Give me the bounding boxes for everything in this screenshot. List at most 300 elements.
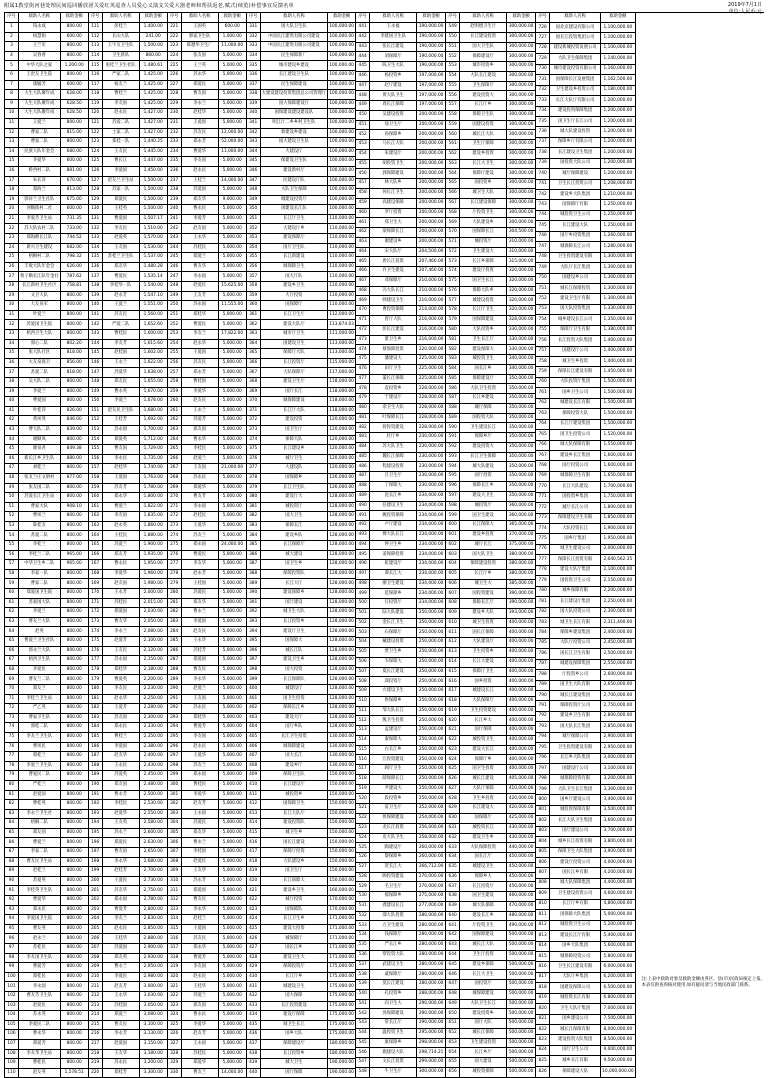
cell-seq: 435 [247,1020,261,1030]
cell-recipient-name: 李永民 [102,454,139,464]
cell-amount: 2,800,000.00 [601,711,635,721]
table-row [168,99,247,109]
cell-recipient-name: 保障大队乡 [460,286,507,296]
cell-seq: 46 [5,454,19,464]
cell-amount: 175,000.00 [328,1020,356,1030]
cell-recipient-name: 长江大队厅 [260,809,327,819]
table-row [168,771,247,781]
table-row [247,742,356,752]
cell-amount: 280,000.00 [417,921,446,931]
cell-recipient-name: 厅投资乡公司 [550,670,601,680]
table-row [5,195,88,205]
cell-recipient-name: 曹爱民 [181,550,218,560]
cell-seq: 169 [89,579,103,589]
cell-recipient-name: 马长江大队 [370,140,417,150]
table-row [536,127,635,137]
cell-seq: 13 [5,138,19,148]
cell-amount: 300,000.00 [507,91,536,101]
cell-amount: 1,440.25 [139,138,167,148]
table-row [446,784,536,794]
table-row [356,491,446,501]
cell-recipient-name: 建设乡卫生 [260,282,327,292]
cell-amount: 800.00 [60,819,88,829]
table-row [536,931,635,941]
cell-amount: 5,000.00 [218,944,246,954]
cell-seq: 90 [5,876,19,886]
cell-amount: 230,000.00 [417,452,446,462]
cell-amount: 230,000.00 [417,442,446,452]
table-row [168,445,247,455]
cell-amount: 5,000.00 [218,848,246,858]
table-row [168,224,247,234]
cell-recipient-name: 苏大队卫生 [370,442,417,452]
cell-amount: 8,000,000.00 [601,1025,635,1035]
cell-amount: 175,000.00 [328,991,356,1001]
cell-recipient-name: 长江投资厅 [260,358,327,368]
cell-recipient-name: 郭家卫生队 [181,32,218,42]
cell-recipient-name: 李永华 [181,675,218,685]
cell-seq: 632 [446,833,460,843]
cell-amount: 250,000.00 [417,765,446,775]
cell-seq: 814 [536,941,550,951]
table-row [446,550,536,560]
cell-recipient-name: 建设投资 [260,416,327,426]
cell-amount: 2,850,000.00 [601,722,635,732]
cell-seq: 775 [536,534,550,544]
table-header-row [247,13,356,23]
table-row [247,138,356,148]
table-row [446,325,536,335]
table-row [5,838,88,848]
table-row [247,848,356,858]
cell-seq: 631 [446,823,460,833]
table-row [5,349,88,359]
cell-amount: 330,000.00 [507,325,536,335]
cell-amount: 1,678.00 [139,397,167,407]
cell-amount: 128,000.00 [328,579,356,589]
table-row [89,42,168,52]
cell-seq: 198 [89,857,103,867]
cell-recipient-name: 苏友国 [102,713,139,723]
table-row [356,452,446,462]
table-row [247,771,356,781]
table-row [356,237,446,247]
cell-amount: 800.00 [60,742,88,752]
cell-seq: 521 [356,804,370,814]
cell-seq: 162 [89,512,103,522]
table-row [356,726,446,736]
cell-recipient-name: 长江新建设 [260,253,327,263]
table-row [89,761,168,771]
table-row [5,99,88,109]
cell-amount: 200,000.00 [417,159,446,169]
table-row [89,608,168,618]
table-row [536,565,635,575]
cell-seq: 464 [356,247,370,257]
cell-recipient-name: 建设大队厅集团 [550,565,601,575]
cell-amount: 100,000.00 [328,166,356,176]
cell-seq: 650 [446,1009,460,1019]
cell-recipient-name: 苏家一队 [102,186,139,196]
cell-seq: 242 [168,224,182,234]
cell-amount: 210,000.00 [417,286,446,296]
column-header-seq: 序号 [168,13,182,23]
table-row [5,147,88,157]
cell-seq: 634 [446,853,460,863]
cell-amount: 5,000.00 [218,617,246,627]
cell-seq: 327 [168,1039,182,1049]
table-row [536,544,635,554]
table-row [536,33,635,43]
cell-seq: 183 [89,713,103,723]
cell-amount: 4,000,000.00 [601,858,635,868]
cell-recipient-name: 卫生乡投资 [460,794,507,804]
cell-seq: 514 [356,735,370,745]
cell-seq: 613 [446,648,460,658]
cell-amount: 100,000.00 [328,80,356,90]
cell-amount: 1,700,000.00 [601,482,635,492]
cell-amount: 800.00 [60,608,88,618]
table-row [168,886,247,896]
cell-recipient-name: 李桂兰卫生站 [19,694,61,704]
cell-recipient-name: 曹永华 [19,1030,61,1040]
cell-seq: 97 [5,944,19,954]
cell-recipient-name: 城保障投资有限 [550,774,601,784]
cell-amount: 320,000.00 [507,276,536,286]
cell-recipient-name: 长江保障队 [260,675,327,685]
cell-recipient-name: 曹爱兰 [102,502,139,512]
cell-seq: 467 [356,276,370,286]
table-row [89,915,168,925]
cell-recipient-name: 城市投资乡 [460,62,507,72]
cell-seq: 99 [5,963,19,973]
cell-recipient-name: 赵爱国 [102,1039,139,1049]
table-row [536,179,635,189]
cell-recipient-name: 高建设保障 [370,198,417,208]
cell-seq: 801 [536,805,550,815]
cell-recipient-name: 宋大队厅 [370,247,417,257]
cell-amount: 500,000.00 [507,1048,536,1058]
table-row [89,310,168,320]
cell-recipient-name: 苏桂民 [181,1049,218,1059]
cell-seq: 314 [168,915,182,925]
cell-recipient-name: 国长江投资集团公司 [550,33,601,43]
cell-amount: 1,880.00 [139,531,167,541]
cell-amount: 5,000.00 [218,234,246,244]
cell-amount: 100,000.00 [328,157,356,167]
cell-recipient-name: 张友国 [181,51,218,61]
cell-seq: 300 [168,780,182,790]
cell-amount: 1,780.00 [139,483,167,493]
cell-amount: 110,000.00 [328,253,356,263]
table-row [247,684,356,694]
cell-seq: 338 [247,90,261,100]
cell-amount: 800.00 [60,972,88,982]
table-row [536,993,635,1003]
cell-amount: 2,100.00 [139,637,167,647]
table-row [168,339,247,349]
cell-recipient-name: 魏长江保障 [370,452,417,462]
table-row [247,406,356,416]
cell-seq: 133 [89,234,103,244]
cell-amount: 800.00 [60,752,88,762]
cell-amount: 250,000.00 [417,628,446,638]
cell-recipient-name: 苏桂国 [102,1001,139,1011]
cell-recipient-name: 赵友国 [102,579,139,589]
cell-recipient-name: 赵厅建设 [370,81,417,91]
table-row [168,61,247,71]
table-row [536,649,635,659]
table-row [168,560,247,570]
cell-recipient-name: 保障乡大 [460,872,507,882]
cell-recipient-name: 城长江大队 [460,130,507,140]
cell-seq: 536 [356,950,370,960]
cell-seq: 754 [536,315,550,325]
cell-recipient-name: 郑爱国 [181,886,218,896]
table-row [356,374,446,384]
cell-seq: 360 [247,301,261,311]
cell-amount: 5,000.00 [218,358,246,368]
cell-recipient-name: 赵桂民 [181,512,218,522]
cell-amount: 5,000.00 [218,310,246,320]
cell-recipient-name: 李爱民 [102,972,139,982]
table-row [356,91,446,101]
cell-amount: 1,835.00 [139,512,167,522]
cell-seq: 479 [356,394,370,404]
cell-seq: 211 [89,982,103,992]
cell-recipient-name: 戴建设投资 [370,638,417,648]
table-row [168,963,247,973]
cell-amount: 200,000.00 [417,198,446,208]
cell-recipient-name: 城市建设投资有限公司 [550,64,601,74]
cell-amount: 800.00 [60,646,88,656]
cell-recipient-name: 赵友国 [181,224,218,234]
cell-recipient-name: 国建设厅公司 [550,764,601,774]
cell-amount: 230,000.00 [417,462,446,472]
cell-amount: 1,950.00 [139,560,167,570]
cell-seq: 200 [89,876,103,886]
cell-seq: 143 [89,330,103,340]
table-row [5,637,88,647]
table-row [89,963,168,973]
cell-seq: 582 [446,345,460,355]
cell-seq: 159 [89,483,103,493]
cell-seq: 794 [536,732,550,742]
table-row [446,374,536,384]
cell-amount: 600.00 [60,32,88,42]
cell-amount: 254,000.00 [417,814,446,824]
cell-amount: 880.00 [60,454,88,464]
cell-seq: 136 [89,262,103,272]
table-row [446,364,536,374]
cell-seq: 236 [168,166,182,176]
cell-seq: 126 [89,166,103,176]
cell-amount: 5,000.00 [218,694,246,704]
cell-seq: 252 [168,320,182,330]
cell-seq: 189 [89,771,103,781]
cell-amount: 813.00 [60,186,88,196]
table-row [247,780,356,790]
cell-seq: 343 [247,138,261,148]
cell-seq: 56 [5,550,19,560]
cell-recipient-name: 郑桂华 [181,310,218,320]
cell-recipient-name: 苏永国 [181,301,218,311]
table-row [5,118,88,128]
cell-seq: 218 [89,1049,103,1059]
cell-amount: 150,000.00 [328,848,356,858]
cell-recipient-name: 长江建设卫生队 [260,70,327,80]
cell-recipient-name: 唐长江投资 [370,257,417,267]
table-row [536,920,635,930]
cell-amount: 400,000.00 [507,628,536,638]
cell-seq: 446 [356,71,370,81]
table-row [536,972,635,982]
cell-recipient-name: 保障建设大队 [550,1066,601,1078]
cell-seq: 603 [446,550,460,560]
table-row [5,934,88,944]
cell-recipient-name: 保障卫生大队集团 [550,847,601,857]
cell-seq: 2 [5,32,19,42]
cell-amount: 3,300,000.00 [601,784,635,794]
cell-amount: 190,000.00 [417,32,446,42]
cell-amount: 800.00 [60,867,88,877]
cell-recipient-name: 张友兰庄文明村 [19,473,61,483]
cell-recipient-name: 李永华 [181,905,218,915]
cell-seq: 510 [356,696,370,706]
cell-recipient-name: 李爱兰 [19,608,61,618]
cell-seq: 413 [247,809,261,819]
cell-amount: 800.00 [60,1039,88,1049]
table-row [168,138,247,148]
cell-amount: 214,000.00 [417,306,446,316]
table-row [247,339,356,349]
table-row [5,646,88,656]
cell-recipient-name: 曹永华 [181,435,218,445]
cell-recipient-name: 国乡投资 [460,677,507,687]
cell-recipient-name: 卫生厅保障 [460,140,507,150]
cell-recipient-name: 保障厅卫生有限 [550,325,601,335]
table-row [356,540,446,550]
cell-amount: 5,000.00 [218,205,246,215]
cell-seq: 36 [5,358,19,368]
table-row [168,454,247,464]
cell-amount: 5,000.00 [218,99,246,109]
cell-recipient-name: 朱长萍 [19,176,61,186]
cell-amount: 350,000.00 [507,423,536,433]
cell-recipient-name: 城投资保障有限 [550,805,601,815]
cell-amount: 500,000.00 [507,1019,536,1029]
cell-seq: 420 [247,876,261,886]
cell-recipient-name: 王友民 [102,147,139,157]
table-row [89,713,168,723]
cell-recipient-name: 国大队卫生队 [260,23,327,33]
table-row [446,774,536,784]
table-row [168,483,247,493]
cell-seq: 266 [168,454,182,464]
cell-recipient-name: 曹永芳 [102,790,139,800]
table-row [536,440,635,450]
cell-recipient-name: 李爱华 [181,387,218,397]
cell-amount: 800.00 [60,387,88,397]
cell-seq: 457 [356,179,370,189]
table-row [536,75,635,85]
cell-amount: 2,550.00 [139,809,167,819]
table-row [168,1039,247,1049]
cell-seq: 517 [356,765,370,775]
cell-amount: 5,000.00 [218,982,246,992]
cell-seq: 466 [356,267,370,277]
cell-seq: 132 [89,224,103,234]
cell-seq: 319 [168,963,182,973]
cell-seq: 600 [446,521,460,531]
cell-amount: 300,000.00 [507,130,536,140]
table-row [356,872,446,882]
cell-seq: 329 [168,1059,182,1069]
cell-recipient-name: 建设大卫生 [460,491,507,501]
ledger-block-3 [168,13,247,1078]
cell-recipient-name: 长江厅乡 [460,569,507,579]
cell-amount: 490,000.00 [507,921,536,931]
table-row [446,853,536,863]
cell-amount: 1,208,000.00 [601,179,635,189]
table-row [446,189,536,199]
cell-seq: 800 [536,795,550,805]
table-row [5,377,88,387]
cell-amount: 1,500.00 [139,195,167,205]
table-row [536,23,635,33]
cell-seq: 280 [168,589,182,599]
cell-amount: 800.00 [60,42,88,52]
cell-amount: 5,000.00 [218,425,246,435]
cell-seq: 391 [247,598,261,608]
table-row [5,339,88,349]
cell-amount: 113,874.03 [328,320,356,330]
cell-seq: 447 [356,81,370,91]
table-row [356,980,446,990]
cell-amount: 787.62 [60,272,88,282]
table-row [89,704,168,714]
cell-seq: 780 [536,586,550,596]
cell-seq: 226 [168,70,182,80]
cell-recipient-name: 冯大队长江 [370,286,417,296]
cell-amount: 5,000.00 [218,828,246,838]
cell-recipient-name: 杨慧娟 [19,32,61,42]
cell-seq: 215 [89,1020,103,1030]
table-row [5,282,88,292]
cell-seq: 427 [247,944,261,954]
table-row [446,149,536,159]
cell-seq: 229 [168,99,182,109]
table-row [5,944,88,954]
cell-amount: 250,000.00 [417,755,446,765]
table-row [89,435,168,445]
cell-seq: 432 [247,991,261,1001]
cell-recipient-name: 建设卫生乡 [460,833,507,843]
cell-seq: 439 [247,1059,261,1069]
table-row [247,70,356,80]
cell-seq: 77 [5,752,19,762]
cell-seq: 818 [536,983,550,993]
table-row [247,800,356,810]
doc-unit: 单位:人民币:元 [728,9,762,15]
cell-recipient-name: 郑友华 [181,598,218,608]
table-row [89,502,168,512]
table-row [89,473,168,483]
cell-seq: 404 [247,723,261,733]
cell-seq: 153 [89,425,103,435]
cell-seq: 349 [247,195,261,205]
cell-recipient-name: 曹友国 [102,848,139,858]
